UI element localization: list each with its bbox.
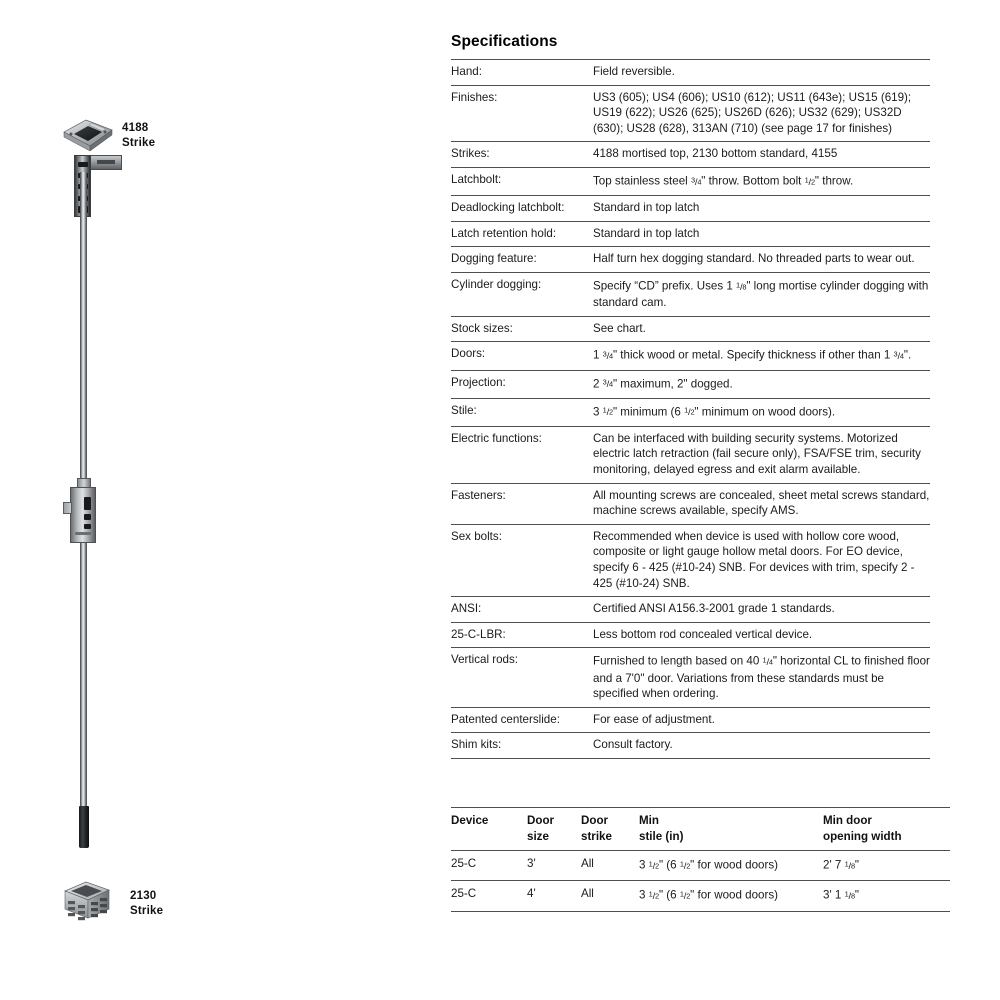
spec-row-value: Certified ANSI A156.3-2001 grade 1 standards. xyxy=(593,602,835,616)
column-header-line: stile (in) xyxy=(639,829,684,843)
mechanism-detail xyxy=(84,497,91,510)
spec-row-label: Doors: xyxy=(451,347,486,361)
spec-row xyxy=(451,707,930,733)
callout-4188-strike xyxy=(122,121,155,151)
spec-row xyxy=(451,524,930,596)
spec-row-value: Can be interfaced with building security systems. Motorized electric latch retraction (fail secure only), FSA/FSE trim, security monitoring, delayed egress and exit alarm available. xyxy=(593,431,921,477)
spec-row-label: Electric functions: xyxy=(451,431,542,445)
spec-row xyxy=(451,622,930,648)
spec-row-label: Projection: xyxy=(451,375,506,389)
spec-row xyxy=(451,142,930,168)
column-header-line: size xyxy=(527,829,549,843)
spec-row-value: 4188 mortised top, 2130 bottom standard, 4155 xyxy=(593,147,838,161)
cell-door-size: 3' xyxy=(527,857,536,871)
spec-row-label: Latchbolt: xyxy=(451,172,502,186)
top-latch-arm-detail xyxy=(97,160,115,164)
spec-row xyxy=(451,733,930,759)
column-header-line: strike xyxy=(581,829,612,843)
cell-min-door-opening-width: 2' 7 $^1/_8$" xyxy=(823,858,859,872)
spec-row-label: Cylinder dogging: xyxy=(451,277,542,291)
spec-row-label: 25-C-LBR: xyxy=(451,627,506,641)
page-title: Specifications xyxy=(451,33,558,50)
mechanism-detail xyxy=(84,524,91,529)
spec-row-label: Deadlocking latchbolt: xyxy=(451,201,565,215)
spec-row-value: 2 $^3/_4$" maximum, 2" dogged. xyxy=(593,377,733,391)
strike-2130-image xyxy=(62,880,112,922)
spec-row xyxy=(451,483,930,524)
spec-row xyxy=(451,342,930,370)
callout-2130-strike xyxy=(130,889,163,919)
spec-row-label: Sex bolts: xyxy=(451,529,502,543)
spec-row xyxy=(451,196,930,222)
spec-row xyxy=(451,60,930,86)
column-header-line: Device xyxy=(451,813,489,827)
spec-row-value: Half turn hex dogging standard. No threaded parts to wear out. xyxy=(593,252,915,266)
spec-row-value: Field reversible. xyxy=(593,65,675,78)
centerslide-mechanism xyxy=(70,487,96,543)
column-header-line: Min xyxy=(639,813,659,827)
spec-row-label: Latch retention hold: xyxy=(451,226,557,240)
table-row xyxy=(451,851,950,881)
spec-row xyxy=(451,167,930,195)
spec-row-value: Less bottom rod concealed vertical device. xyxy=(593,627,813,641)
callout-2130-line2: Strike xyxy=(130,905,164,917)
device-table-wrap xyxy=(451,807,930,912)
spec-row-value: Recommended when device is used with hollow core wood, composite or light gauge hollow metal doors. For EO device, specify 6 - 425 (#10-24) SNB. For devices with trim, specify 2 - 425 (#10-24) SNB. xyxy=(593,529,915,590)
table-row xyxy=(451,881,950,911)
column-header-line: Door xyxy=(581,813,609,827)
spec-row-label: Dogging feature: xyxy=(451,252,537,266)
device-table-header-row xyxy=(451,807,950,850)
spec-row-value: Standard in top latch xyxy=(593,226,700,240)
spec-row-value: Top stainless steel $^3/_4$" throw. Bottom bolt $^1/_2$" throw. xyxy=(593,174,854,188)
specifications-panel xyxy=(451,0,930,912)
spec-row-label: Fasteners: xyxy=(451,488,506,502)
spec-row xyxy=(451,648,930,707)
vertical-rod-upper xyxy=(80,172,87,490)
spec-row-value: 3 $^1/_2$" minimum (6 $^1/_2$" minimum on wood doors). xyxy=(593,405,836,419)
device-table xyxy=(451,807,950,912)
spec-row xyxy=(451,247,930,273)
centerslide-tab xyxy=(63,502,72,514)
spec-row xyxy=(451,221,930,247)
callout-4188-line2: Strike xyxy=(122,137,156,149)
spec-row-label: Hand: xyxy=(451,65,482,78)
spec-row-label: ANSI: xyxy=(451,602,482,616)
column-header-line: Min door xyxy=(823,813,872,827)
spec-row-label: Patented centerslide: xyxy=(451,712,560,726)
column-header-device xyxy=(451,807,527,850)
cell-door-strike: All xyxy=(581,857,594,871)
column-header-min-door-opening-width xyxy=(823,807,950,850)
spec-row-value: 1 $^3/_4$" thick wood or metal. Specify thickness if other than 1 $^3/_4$". xyxy=(593,348,912,362)
column-header-door-strike xyxy=(581,807,639,850)
spec-row-value: Standard in top latch xyxy=(593,201,700,215)
product-illustration xyxy=(0,0,430,1000)
device-table-head xyxy=(451,807,950,850)
callout-2130-line1: 2130 xyxy=(130,890,157,902)
mechanism-detail xyxy=(75,532,91,535)
cell-device: 25-C xyxy=(451,887,477,901)
bottom-bolt-tip xyxy=(79,806,89,848)
spec-row xyxy=(451,272,930,316)
spec-row-value: See chart. xyxy=(593,321,646,335)
spec-row-value: Furnished to length based on 40 $^1/_4$" horizontal CL to finished floor and a 7'0" door. Variations from these standards must be specified when ordering. xyxy=(593,655,930,701)
cell-door-size: 4' xyxy=(527,887,536,901)
spec-row xyxy=(451,316,930,342)
spec-row-value: US3 (605); US4 (606); US10 (612); US11 (643e); US15 (619); US19 (622); US26 (625); US26D (626); US32 (629); US32D (630); US28 (628), 313AN (710) (see page 17 for finishes) xyxy=(593,90,912,135)
specifications-table xyxy=(451,59,930,759)
strike-4188-image xyxy=(62,118,114,152)
spec-row-label: Vertical rods: xyxy=(451,653,519,667)
device-table-body xyxy=(451,851,950,911)
vertical-rod-lower xyxy=(80,540,87,810)
spec-row xyxy=(451,597,930,623)
cell-min-stile: 3 $^1/_2$" (6 $^1/_2$" for wood doors) xyxy=(639,858,779,872)
spec-row xyxy=(451,370,930,398)
cell-device: 25-C xyxy=(451,857,477,871)
cell-min-door-opening-width: 3' 1 $^1/_8$" xyxy=(823,888,859,902)
spec-row xyxy=(451,85,930,142)
cell-min-stile: 3 $^1/_2$" (6 $^1/_2$" for wood doors) xyxy=(639,888,779,902)
spec-row-label: Finishes: xyxy=(451,90,498,104)
cell-door-strike: All xyxy=(581,887,594,901)
spec-row-value: For ease of adjustment. xyxy=(593,712,715,726)
latch-slot xyxy=(78,162,88,167)
spec-row-label: Strikes: xyxy=(451,147,490,161)
spec-row-value: Consult factory. xyxy=(593,738,673,752)
callout-4188-line1: 4188 xyxy=(122,122,149,134)
top-latch-arm xyxy=(88,155,122,170)
column-header-line: opening width xyxy=(823,829,902,843)
spec-row-label: Stock sizes: xyxy=(451,321,513,335)
spec-row xyxy=(451,426,930,483)
spec-row-value: All mounting screws are concealed, sheet metal screws standard, machine screws available, specify AMS. xyxy=(593,488,930,518)
spec-row xyxy=(451,398,930,426)
column-header-line: Door xyxy=(527,813,555,827)
mechanism-detail xyxy=(84,514,91,520)
column-header-door-size xyxy=(527,807,581,850)
spec-row-label: Shim kits: xyxy=(451,738,502,752)
column-header-min-stile xyxy=(639,807,823,850)
spec-row-value: Specify “CD” prefix. Uses 1 $^1/_8$" long mortise cylinder dogging with standard cam. xyxy=(593,279,929,310)
spec-row-label: Stile: xyxy=(451,403,477,417)
